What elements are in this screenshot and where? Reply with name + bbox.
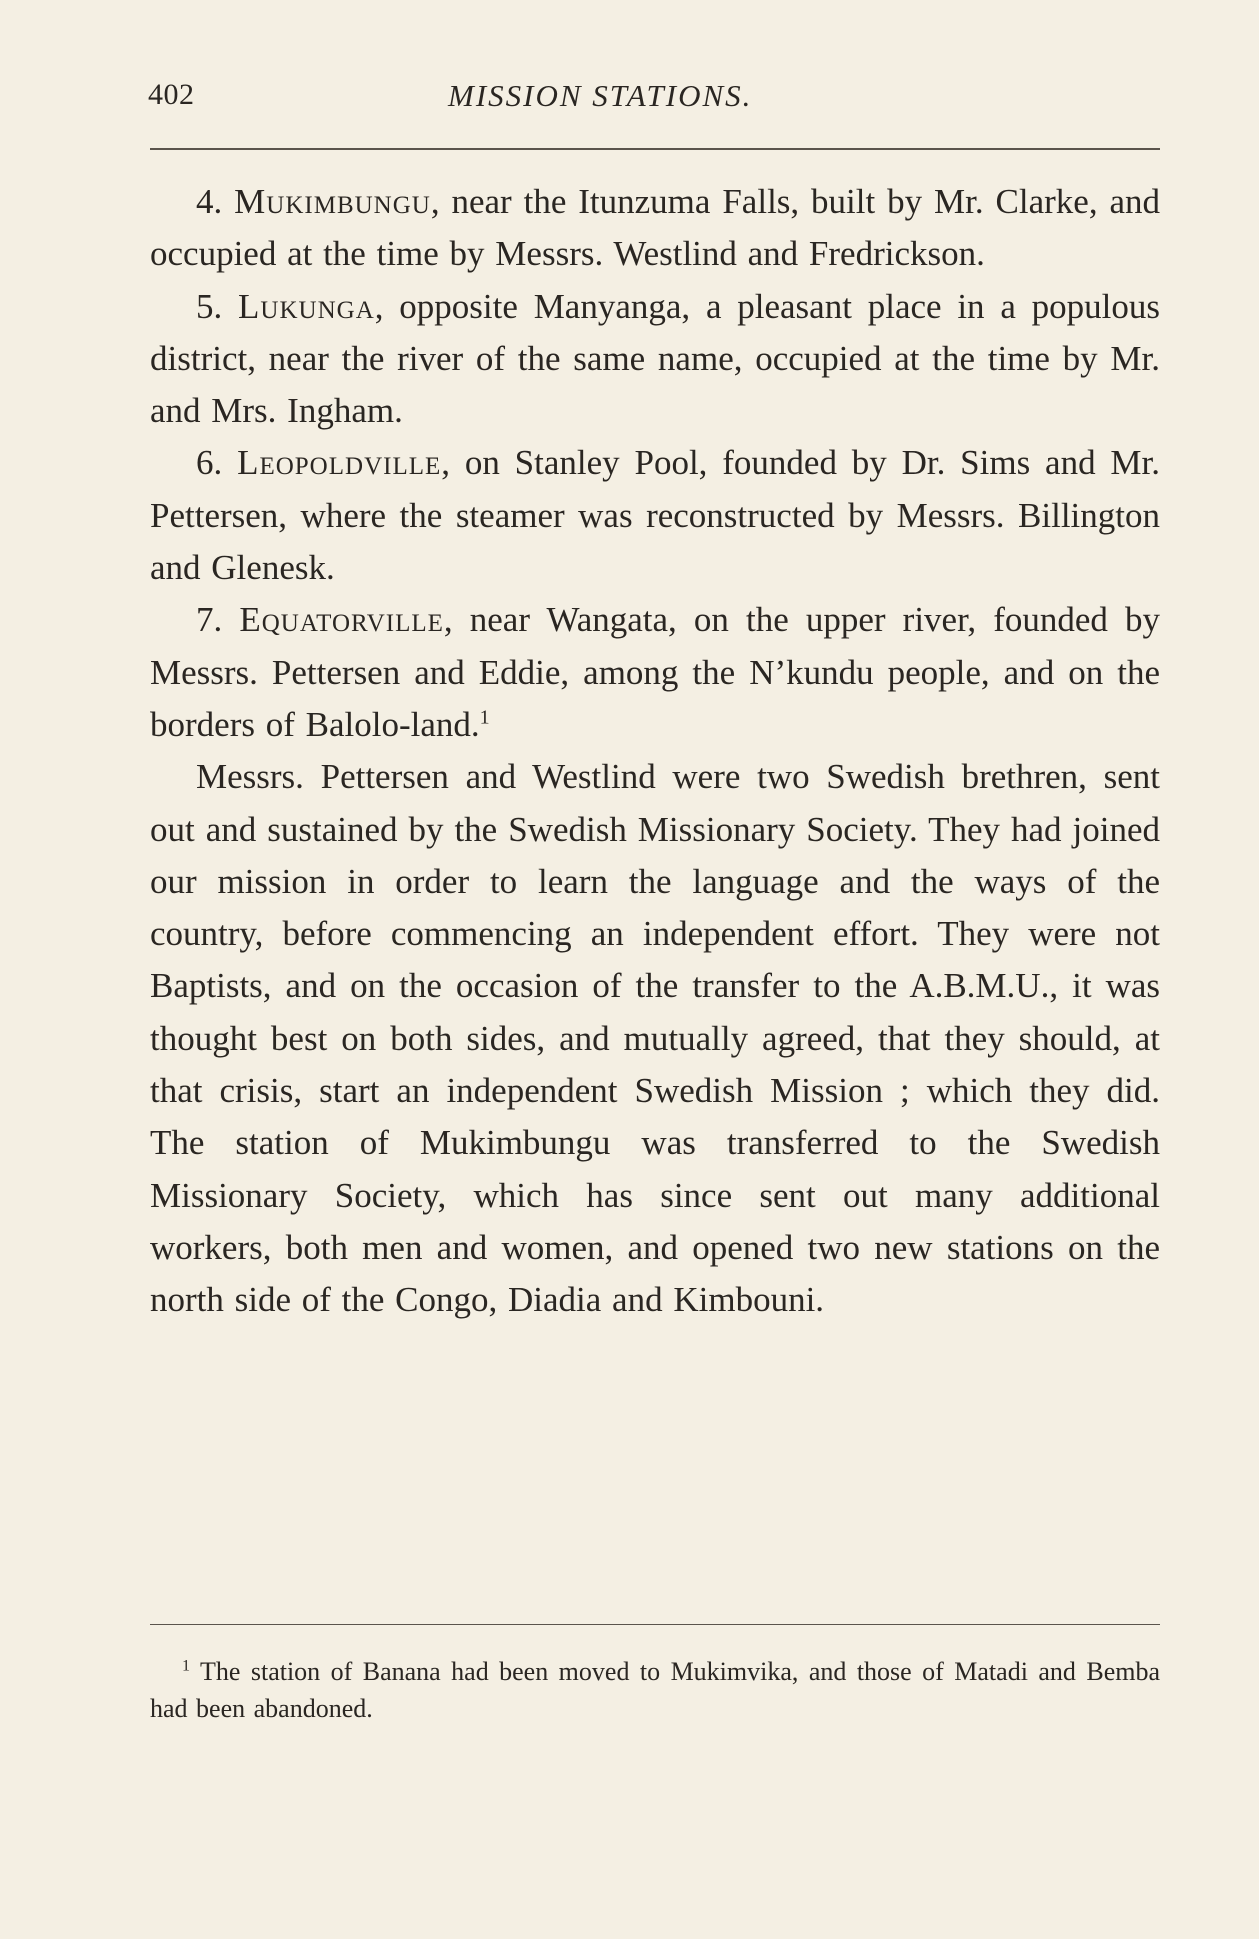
body-text [150,176,1160,1327]
station-paragraph-6 [150,437,1160,594]
station-paragraph-5 [150,281,1160,438]
station-paragraph-7 [150,594,1160,751]
footnote-text: The station of Banana had been moved to Mukimvika, and those of Matadi and Bemba had been abandoned. [150,1657,1161,1723]
station-name: Equatorville [239,600,444,640]
station-description: , near the Itunzuma Falls, built by Mr. Clarke, and occupied at the time by Messrs. Westlind and Fredrickson. [150,182,1160,274]
station-number: 7. [196,600,223,640]
footnote-paragraph [150,1653,1160,1727]
station-description: , near Wangata, on the upper river, founded by Messrs. Pettersen and Eddie, among the N’kundu people, and on the borders of Balolo-land. [150,600,1161,744]
station-name: Lukunga [238,286,375,326]
station-number: 6. [196,443,223,483]
station-name: Leopoldville [237,443,442,483]
station-description: , on Stanley Pool, founded by Dr. Sims and Mr. Pettersen, where the steamer was reconstructed by Messrs. Billington and Glenesk. [150,443,1160,588]
running-head: MISSION STATIONS. [448,78,753,113]
footnote-rule [150,1624,1160,1625]
header-rule [150,148,1160,150]
station-number: 4. [196,182,223,221]
footnote [150,1653,1160,1727]
station-number: 5. [196,286,223,326]
station-paragraph-4 [150,176,1160,281]
station-name: Mukimbungu [234,182,431,221]
footnote-reference: 1 [479,706,490,729]
page-header [148,78,1160,128]
closing-paragraph: Messrs. Pettersen and Westlind were two Swedish brethren, sent out and sustained by the Swedish Missionary Society. They had joined our mission in order to learn the language and the ways of the country, before commencing an independent effort. They were not Baptists, and on the occasion of the transfer to the A.B.M.U., it was thought best on both sides, and mutually agreed, that they should, at that crisis, start an independent Swedish Mission ; which they did. The station of Mukimbungu was transferred to the Swedish Missionary Society, which has since sent out many additional workers, both men and women, and opened two new stations on the north side of the Congo, Diadia and Kimbouni. [150,757,1160,1320]
page-number: 402 [148,78,195,111]
footnote-marker: 1 [182,1657,190,1675]
station-description: , opposite Manyanga, a pleasant place in a populous district, near the river of the same name, occupied at the time by Mr. and Mrs. Ingham. [150,286,1161,431]
